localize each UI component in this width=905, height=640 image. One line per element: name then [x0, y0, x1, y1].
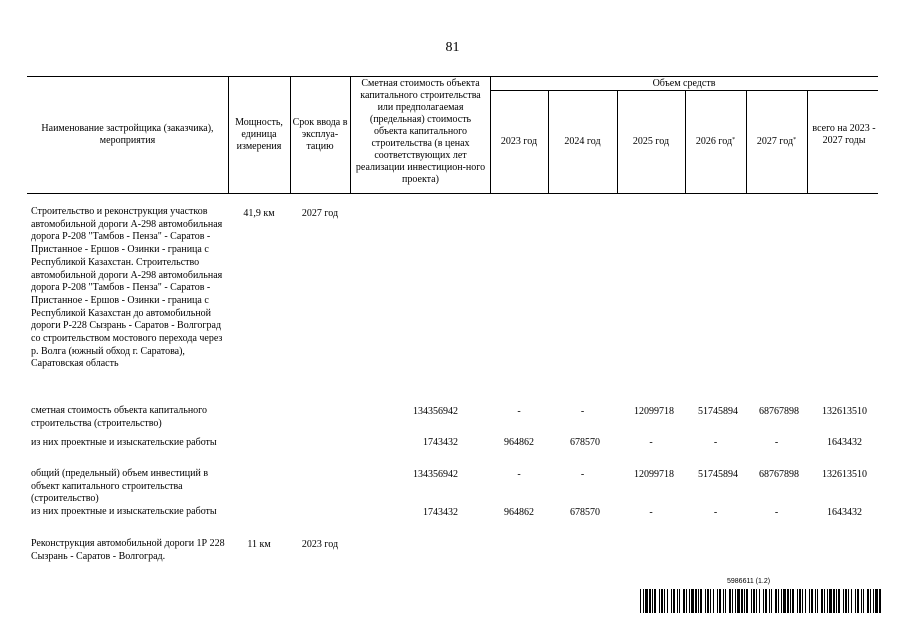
barcode-bar	[875, 589, 878, 613]
cell-2027: -	[774, 437, 779, 448]
barcode-bar	[643, 589, 644, 613]
barcode-bar	[664, 589, 665, 613]
cell-estimate: 134356942	[413, 406, 458, 417]
cell-2024: -	[580, 406, 585, 417]
barcode-bar	[746, 589, 748, 613]
barcode-bar	[753, 589, 755, 613]
header-total: всего на 2023 - 2027 годы	[812, 123, 876, 146]
cell-2025: -	[649, 507, 653, 518]
cell-2026: 51745894	[698, 406, 738, 417]
row-label: из них проектные и изыскательские работы	[31, 437, 217, 448]
barcode	[640, 589, 881, 613]
barcode-bar	[863, 589, 864, 613]
cell-2023: -	[517, 469, 521, 480]
barcode-bar	[713, 589, 714, 613]
header-name: Наименование застройщика (заказчика), мероприятия	[41, 123, 214, 146]
barcode-bar	[667, 589, 668, 613]
header-year: 2026 год*	[695, 136, 736, 147]
cell-2023: 964862	[504, 437, 534, 448]
barcode-bar	[698, 589, 699, 613]
header-year: 2023 год	[500, 136, 538, 147]
header-divider	[228, 76, 229, 193]
project-capacity: 41,9 км	[243, 208, 275, 219]
barcode-bar	[689, 589, 690, 613]
barcode-bar	[797, 589, 798, 613]
header-deadline: Срок ввода в эксплуа-тацию	[292, 117, 348, 152]
barcode-bar	[686, 589, 687, 613]
barcode-bar	[710, 589, 711, 613]
barcode-bar	[811, 589, 813, 613]
barcode-bar	[729, 589, 731, 613]
cell-2025: -	[649, 437, 653, 448]
barcode-bar	[723, 589, 724, 613]
row-label: общий (предельный) объем инвестиций в объект капитального строительства (строительство)	[31, 468, 209, 505]
project-capacity: 11 км	[247, 539, 271, 550]
barcode-bar	[870, 589, 871, 613]
barcode-bar	[833, 589, 835, 613]
barcode-bar	[765, 589, 767, 613]
barcode-bar	[695, 589, 697, 613]
barcode-bar	[732, 589, 733, 613]
barcode-bar	[843, 589, 844, 613]
barcode-bar	[838, 589, 840, 613]
cell-estimate: 1743432	[423, 437, 458, 448]
cell-total: 132613510	[822, 469, 867, 480]
cell-2026: 51745894	[698, 469, 738, 480]
barcode-bar	[769, 589, 770, 613]
barcode-bar	[640, 589, 641, 613]
barcode-bar	[771, 589, 772, 613]
cell-total: 132613510	[822, 406, 867, 417]
barcode-bar	[700, 589, 702, 613]
barcode-bar	[735, 589, 736, 613]
cell-estimate: 1743432	[423, 507, 458, 518]
project-name: Строительство и реконструкция участков автомобильной дороги А-298 автомобильная дорога Р-208 "Тамбов - Пенза" - Саратов - Пристанное - Ершов - Озинки - граница с Республикой Казахстан. Строительство автомобильной дороги А-298 автомобильная дорога Р-208 "Тамбов - Пенза" - Саратов - Пристанное - Ершов - Озинки - граница с Республикой Казахстан до автомобильной дороги Р-228 Сызрань - Саратов - Волгоград со строительством мостового перехода через р. Волга (южный обход г. Саратова), Саратовская область	[31, 206, 223, 370]
header-funds: Объем средств	[652, 78, 716, 89]
barcode-bar	[741, 589, 743, 613]
barcode-bar	[691, 589, 694, 613]
barcode-bar	[677, 589, 678, 613]
row-label: сметная стоимость объекта капитального строительства (строительство)	[31, 405, 208, 429]
header-year: 2024 год	[564, 136, 601, 147]
barcode-bar	[792, 589, 794, 613]
barcode-bar	[821, 589, 823, 613]
barcode-bar	[652, 589, 653, 613]
barcode-bar	[659, 589, 660, 613]
barcode-bar	[799, 589, 801, 613]
barcode-bar	[778, 589, 779, 613]
barcode-bar	[879, 589, 881, 613]
page-number: 81	[445, 40, 460, 55]
header-year: 2025 год	[632, 136, 670, 147]
barcode-bar	[744, 589, 745, 613]
barcode-bar	[759, 589, 760, 613]
header-divider	[490, 76, 491, 193]
barcode-bar	[873, 589, 874, 613]
cell-2027: 68767898	[759, 406, 799, 417]
header-estimate: Сметная стоимость объекта капитального строительства или предполагаемая (предельная) стоимость объекта капитального строительства (в ценах соответствующих лет реализации инвестицион-ного проекта)	[355, 78, 486, 185]
project-name: Реконструкция автомобильной дороги 1Р 228 Сызрань - Саратов - Волгоград.	[31, 538, 225, 562]
barcode-bar	[654, 589, 656, 613]
barcode-bar	[763, 589, 764, 613]
cell-2024: 678570	[570, 437, 600, 448]
barcode-bar	[661, 589, 663, 613]
project-deadline: 2023 год	[301, 539, 339, 550]
barcode-bar	[848, 589, 849, 613]
header-divider	[350, 76, 351, 193]
table-top-border	[27, 76, 878, 77]
cell-2027: 68767898	[759, 469, 799, 480]
barcode-bar	[829, 589, 832, 613]
header-year: 2027 год*	[756, 136, 797, 147]
cell-2026: -	[713, 507, 718, 518]
barcode-bar	[805, 589, 806, 613]
barcode-text: 5986611 (1.2)	[727, 578, 771, 585]
barcode-bar	[867, 589, 869, 613]
barcode-bar	[857, 589, 859, 613]
barcode-bar	[707, 589, 709, 613]
cell-2023: 964862	[504, 507, 534, 518]
cell-total: 1643432	[827, 507, 862, 518]
barcode-bar	[824, 589, 825, 613]
barcode-bar	[817, 589, 818, 613]
barcode-bar	[671, 589, 672, 613]
cell-estimate: 134356942	[413, 469, 458, 480]
barcode-bar	[809, 589, 810, 613]
cell-2025: 12099718	[634, 469, 674, 480]
barcode-bar	[783, 589, 786, 613]
barcode-bar	[683, 589, 685, 613]
cell-2024: 678570	[570, 507, 600, 518]
barcode-bar	[756, 589, 757, 613]
barcode-bar	[673, 589, 675, 613]
barcode-bar	[827, 589, 828, 613]
cell-2025: 12099718	[634, 406, 674, 417]
cell-2026: -	[713, 437, 718, 448]
barcode-bar	[705, 589, 706, 613]
barcode-bar	[649, 589, 651, 613]
header-divider	[807, 90, 808, 193]
barcode-bar	[737, 589, 740, 613]
table-header-bottom-border	[27, 193, 878, 194]
barcode-bar	[781, 589, 782, 613]
barcode-bar	[836, 589, 837, 613]
barcode-bar	[725, 589, 726, 613]
header-divider	[290, 76, 291, 193]
barcode-bar	[751, 589, 752, 613]
barcode-bar	[802, 589, 803, 613]
cell-2027: -	[774, 507, 779, 518]
barcode-bar	[719, 589, 721, 613]
barcode-bar	[861, 589, 862, 613]
barcode-bar	[855, 589, 856, 613]
barcode-bar	[787, 589, 789, 613]
cell-total: 1643432	[827, 437, 862, 448]
cell-2023: -	[517, 406, 521, 417]
barcode-bar	[645, 589, 648, 613]
barcode-bar	[775, 589, 777, 613]
barcode-bar	[851, 589, 852, 613]
row-label: из них проектные и изыскательские работы	[31, 506, 217, 517]
cell-2024: -	[580, 469, 585, 480]
barcode-bar	[790, 589, 791, 613]
barcode-bar	[679, 589, 680, 613]
project-deadline: 2027 год	[301, 208, 339, 219]
barcode-bar	[717, 589, 718, 613]
barcode-bar	[845, 589, 847, 613]
barcode-bar	[815, 589, 816, 613]
header-capacity: Мощность, единица измерения	[235, 117, 283, 152]
